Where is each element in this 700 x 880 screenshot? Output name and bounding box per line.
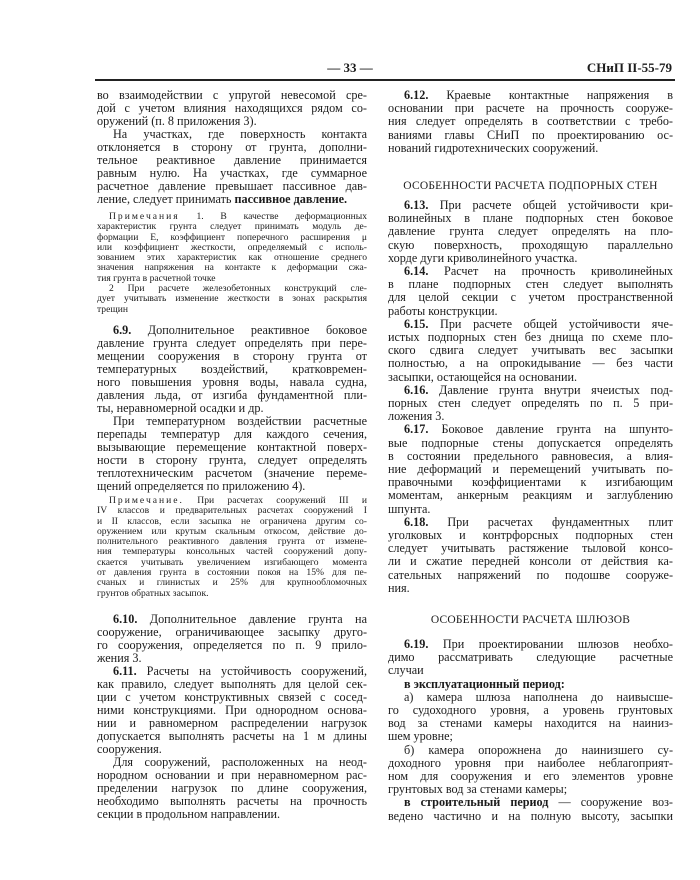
- text: значения напряжения на контакте к деформации сжа-: [97, 262, 367, 274]
- text: счаных и глинистых и 25% для крупнообломочных: [97, 577, 367, 589]
- text-line: [97, 589, 367, 599]
- text-block-R5: [388, 638, 673, 823]
- paragraph: [97, 613, 367, 665]
- text: скается учитывать увеличением изгибающего момента: [97, 556, 367, 568]
- text-line: [388, 582, 673, 595]
- text: формации E, коэффициент поперечного расширения μ: [97, 231, 367, 243]
- paragraph: [97, 212, 367, 284]
- text: грунтов обратных засыпок.: [97, 587, 209, 599]
- text-block-R3: [388, 199, 673, 595]
- text: При проектировании шлюзов необхо-: [428, 637, 673, 651]
- text: засыпки, остающейся на основании.: [388, 369, 578, 384]
- text: При расчетах фундаментных плит: [428, 514, 673, 529]
- text: для целой секции с учетом пространственной: [388, 290, 673, 305]
- text: сооружения.: [97, 742, 162, 756]
- text: следует учитывать растяжение тыловой консо-: [388, 541, 673, 556]
- document-code: СНиП II-55-79: [586, 60, 672, 75]
- text: как правило, следует выполнять для целой сек-: [97, 677, 367, 691]
- text: характеристик грунта следует принимать модуль де-: [97, 221, 367, 233]
- text-line: [97, 193, 367, 206]
- text: случаи: [388, 663, 424, 678]
- text: Расчет на прочность криволинейных: [428, 264, 673, 279]
- bold-text: в эксплуатационный период:: [404, 676, 565, 691]
- text: Краевые контактные напряжения в: [428, 88, 673, 102]
- text-line: [97, 305, 367, 315]
- text: полностью, а на опрокидывание — без части: [388, 356, 673, 371]
- bold-text: 6.12.: [404, 88, 429, 102]
- text: давления льда, от изгиба фундаментной пли-: [97, 388, 367, 402]
- text-line: [97, 294, 367, 304]
- text: ности в сторону грунта, следует определять: [97, 453, 367, 467]
- spaced-label: Примечание.: [109, 495, 184, 506]
- text: необходимо выполнять расчеты на прочность: [97, 794, 367, 808]
- text: б) камера опорожнена до наинизшего су-: [404, 742, 673, 757]
- text: ты, неравномерной осадки и др.: [97, 401, 264, 415]
- text-line: [97, 480, 367, 493]
- text: жения 3.: [97, 651, 142, 665]
- text: — сооружение воз-: [548, 795, 673, 810]
- text: порных стен следует определять по п. 5 при-: [388, 396, 673, 411]
- text: Дополнительное давление грунта на: [137, 612, 367, 626]
- paragraph: [97, 415, 367, 493]
- text: хорде дуги криволинейного участка.: [388, 250, 578, 265]
- text: го судоходного уровня, а уровень грунтовых: [388, 703, 673, 718]
- text: 2 При расчете железобетонных конструкций сле-: [109, 283, 367, 295]
- text: доходного уровня при наиболее неблагоприят-: [388, 755, 673, 770]
- page-number: — 33 —: [327, 60, 373, 75]
- text: давление грунта следует определять при пере-: [97, 336, 367, 350]
- text: пределении нагрузок по длине сооружения,: [97, 781, 367, 795]
- text-line: [388, 810, 673, 823]
- text: секции в продольном направлении.: [97, 807, 281, 821]
- text-block-R1: [388, 89, 673, 155]
- text: При расчете общей устойчивости яче-: [428, 316, 673, 331]
- text: в состоянии предельного равновесия, а влия-: [388, 448, 673, 463]
- text: На участках, где поверхность контакта: [113, 127, 367, 141]
- text: шпунта.: [388, 501, 431, 516]
- spaced-label: Примечания: [109, 211, 180, 222]
- bold-text: 6.9.: [113, 323, 132, 337]
- text: сооружение, ограничивающее засыпку друго-: [97, 625, 367, 639]
- text-block-L3: [97, 324, 367, 493]
- text: Для сооружений, расположенных на неод-: [113, 755, 367, 769]
- bold-text: 6.18.: [404, 514, 429, 529]
- text-line: [97, 808, 367, 821]
- bold-text: 6.10.: [113, 612, 138, 626]
- bold-text: в строительный период: [404, 795, 549, 810]
- text: ложения 3.: [388, 409, 445, 424]
- paragraph: [388, 516, 673, 595]
- text: во взаимодействии с упругой невесомой сре-: [97, 88, 367, 102]
- text: истых подпорных стен без днища по схеме пло-: [388, 330, 673, 345]
- text: трещин: [97, 303, 129, 315]
- section-heading-locks: ОСОБЕННОСТИ РАСЧЕТА ШЛЮЗОВ: [430, 614, 631, 626]
- text: вые подпорные стены допускается определять: [388, 435, 673, 450]
- paragraph: [388, 199, 673, 265]
- text: зованием этих характеристик как отношение среднего: [97, 252, 367, 264]
- text: нии и равномерном распределении нагрузок: [97, 716, 367, 730]
- text: Дополнительное реактивное боковое: [131, 323, 367, 337]
- text: правочными коэффициентами к изгибающим: [388, 475, 673, 490]
- section-heading-retaining-walls: ОСОБЕННОСТИ РАСЧЕТА ПОДПОРНЫХ СТЕН: [403, 180, 658, 192]
- text: перепады температур для каждого сечения,: [97, 427, 367, 441]
- text: тия грунта в расчетной точке: [97, 272, 216, 284]
- text: оружением или крутым скальным откосом, действие до-: [97, 525, 367, 537]
- notes-block-L2: [97, 212, 367, 315]
- paragraph: [97, 284, 367, 315]
- text: IV классов и предварительных расчетах сооружений I: [97, 505, 367, 517]
- text: ния.: [388, 580, 410, 595]
- text: ского сдвига следует учитывать вес засыпки: [388, 343, 673, 358]
- paragraph: [388, 638, 673, 678]
- paragraph: [97, 89, 367, 128]
- paragraph: [97, 324, 367, 415]
- text: ление, следует принимать: [97, 192, 235, 206]
- header-rule: [95, 79, 675, 81]
- paragraph: [388, 744, 673, 797]
- bold-text: 6.15.: [404, 316, 429, 331]
- paragraph: [388, 691, 673, 744]
- bold-text: пассивное давление.: [234, 192, 348, 206]
- text: ного повышения уровня воды, навала судна,: [97, 375, 367, 389]
- bold-text: 6.13.: [404, 198, 429, 212]
- text: ли и сжатие передней консоли от действия ка-: [388, 554, 673, 569]
- text: тельное реактивное давление принимается: [97, 153, 367, 167]
- text-block-L5: [97, 613, 367, 821]
- paragraph: [388, 89, 673, 155]
- bold-text: 6.11.: [113, 664, 137, 678]
- text: нородном основании и при неравномерном рас-: [97, 768, 367, 782]
- text: и II классов, если засыпка не ограничена другим со-: [97, 515, 367, 527]
- text: ведено частично и на полную высоту, засыпки: [388, 808, 673, 823]
- text: грунтовых вод за стенами камеры;: [388, 782, 568, 797]
- text: волинейных в плане подпорных стен боковое: [388, 211, 673, 226]
- text: Боковое давление грунта на шпунто-: [428, 422, 673, 437]
- text-block-L1: [97, 89, 367, 206]
- text: дой с учетом влияния находящихся рядом со-: [97, 101, 367, 115]
- text: ваниями главы СНиП по проектированию ос-: [388, 127, 673, 142]
- text: щений определяется по приложению 4).: [97, 479, 306, 493]
- paragraph: [97, 496, 367, 599]
- text-line: [388, 569, 673, 582]
- text: При расчете общей устойчивости кри-: [428, 198, 673, 212]
- text: отклоняется в сторону от грунта, дополни-: [97, 140, 367, 154]
- notes-block-L4: [97, 496, 367, 599]
- text: вызывающие перемещение контактной поверх-: [97, 440, 367, 454]
- text: Давление грунта внутри ячеистых под-: [428, 382, 673, 397]
- bold-text: 6.14.: [404, 264, 429, 279]
- text: ния следует определять в соответствии с требо-: [388, 114, 673, 129]
- bold-text: 6.17.: [404, 422, 429, 437]
- text: Расчеты на устойчивость сооружений,: [136, 664, 367, 678]
- text: ции с учетом конструктивных связей с сосед-: [97, 690, 367, 704]
- text: го сооружения, определяется по п. 9 прило-: [97, 638, 367, 652]
- text: моментам, анкерным реакциям и заглублению: [388, 488, 673, 503]
- text: в плане подпорных стен следует выполнять: [388, 277, 673, 292]
- paragraph: [388, 265, 673, 318]
- text: нований гидротехнических сооружений.: [388, 140, 599, 155]
- text: дует учитывать изменение жесткости в зонах раскрытия: [97, 293, 367, 305]
- text: расчетное давление превышает пассивное дав-: [97, 179, 367, 193]
- paragraph: [97, 756, 367, 821]
- text: димо рассматривать следующие расчетные: [388, 650, 673, 665]
- text: скую поверхность, проходящую параллельно: [388, 237, 673, 252]
- text: полнительного реактивного давления грунта от измене-: [97, 536, 367, 548]
- text: сательных напряжений по подошве сооруже-: [388, 567, 673, 582]
- text: оружений (п. 8 приложения 3).: [97, 114, 257, 128]
- paragraph: [388, 318, 673, 384]
- bold-text: 6.16.: [404, 382, 429, 397]
- text: ния температуры консольных частей сооружений допу-: [97, 546, 367, 558]
- text: теплотехническим расчетом (значение переме-: [97, 466, 367, 480]
- text: а) камера шлюза наполнена до наивысше-: [404, 689, 673, 704]
- text: вод за стенами камеры находится на наиниз-: [388, 716, 673, 731]
- text: допускается выполнять расчеты на 1 м длины: [97, 729, 367, 743]
- text: 1. В качестве деформационных: [179, 211, 367, 222]
- text: работы конструкции.: [388, 303, 498, 318]
- text: шем уровне;: [388, 729, 453, 744]
- text: мещении сооружения в сторону грунта от: [97, 349, 367, 363]
- bold-text: 6.19.: [404, 637, 429, 651]
- text: температурных воздействий, кратковремен-: [97, 362, 367, 376]
- paragraph: [388, 423, 673, 515]
- text: уголковых и контрфорсных подпорных стен: [388, 528, 673, 543]
- paragraph: [97, 665, 367, 756]
- text-line: [388, 142, 673, 155]
- paragraph: [388, 384, 673, 424]
- text: давление грунта следует определять на пло-: [388, 224, 673, 239]
- text: основании при расчете на прочность сооруже-: [388, 101, 673, 116]
- paragraph: [97, 128, 367, 206]
- text: ними конструкциями. При однородном основа-: [97, 703, 367, 717]
- text: При расчетах сооружений III и: [183, 495, 367, 506]
- text: ние деформаций и перемещений учитывать по-: [388, 462, 673, 477]
- text: от давления грунта в состоянии покоя на 15% для пе-: [97, 567, 367, 579]
- paragraph: [388, 796, 673, 822]
- text: равным нулю. На участках, где суммарное: [97, 166, 367, 180]
- text-line: [388, 489, 673, 502]
- text: или коэффициент жесткости, определяемый с исполь-: [97, 241, 367, 253]
- text: При температурном воздействии расчетные: [113, 414, 367, 428]
- text: ном для сооружения и его элементов уровне: [388, 769, 673, 784]
- text-line: [388, 651, 673, 664]
